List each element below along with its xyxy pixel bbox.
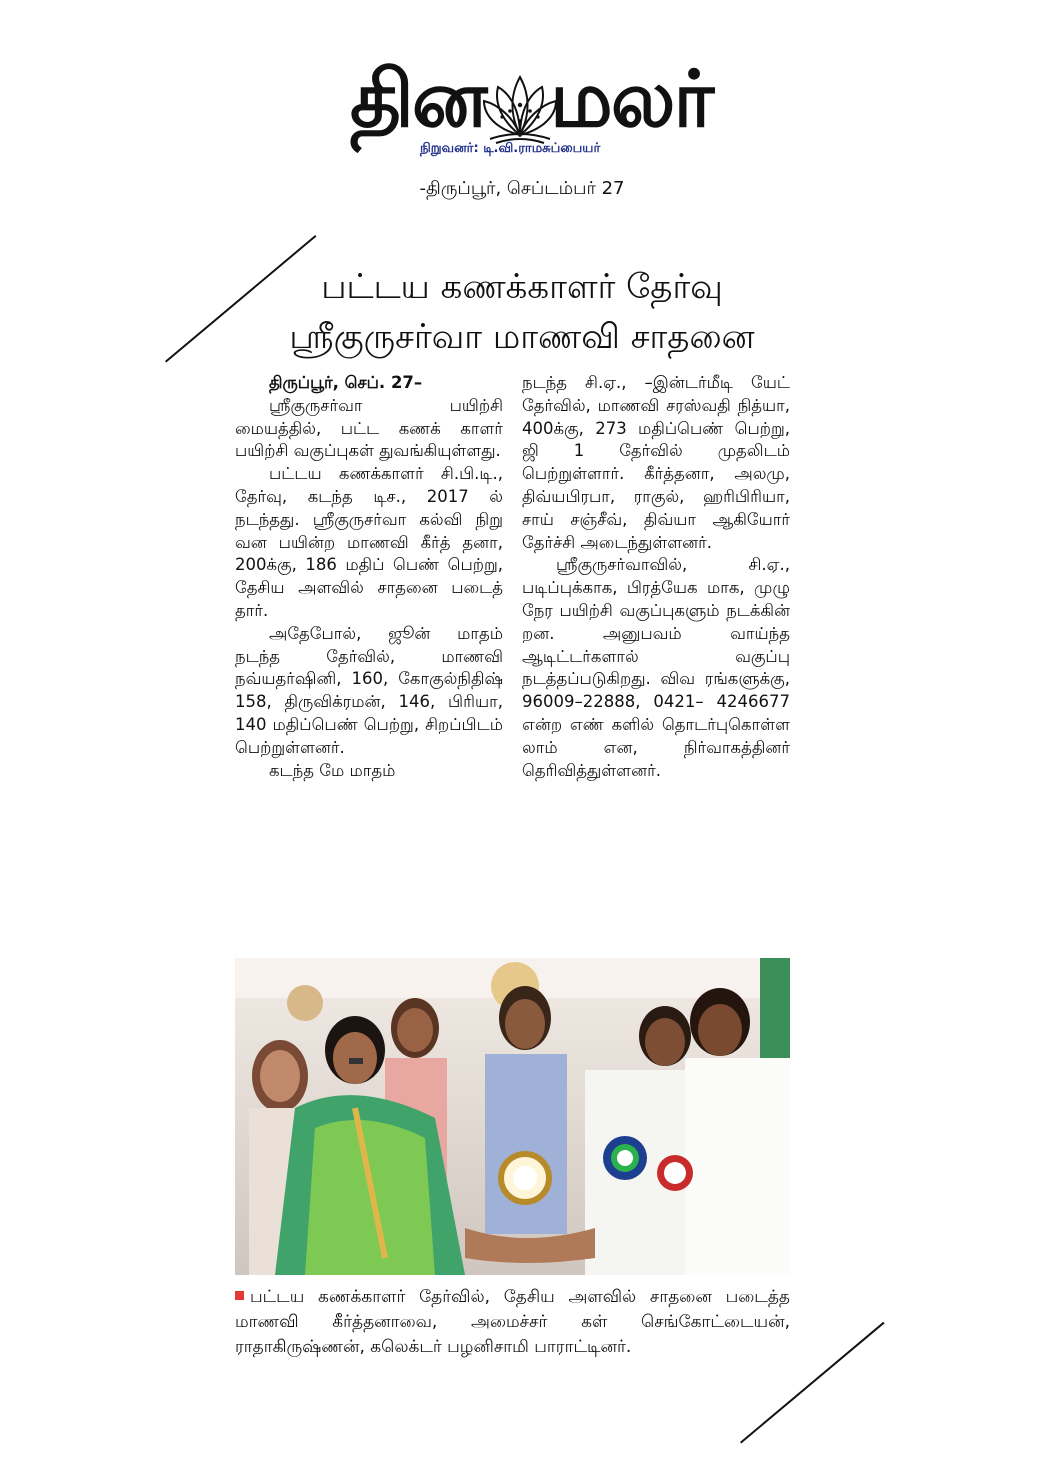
byline: திருப்பூர், செப். 27– (269, 373, 423, 392)
founder-line: நிறுவனர்: டி.வி.ராமசுப்பையர் (420, 141, 601, 156)
dateline: -திருப்பூர், செப்டம்பர் 27 (419, 178, 625, 199)
paragraph: ஸ்ரீகுருசர்வா பயிற்சி மையத்தில், பட்ட கணக் காளர் பயிற்சி வகுப்புகள் துவங்கியுள்ளது. (235, 395, 503, 461)
masthead-title-left: தின (350, 55, 486, 145)
photo-caption (235, 1285, 790, 1360)
paragraph: அதேபோல், ஜூன் மாதம் நடந்த தேர்வில், மாணவி நவ்யதர்ஷினி, 160, கோகுல்நிதிஷ் 158, திருவிக்ரமன், 146, பிரியா, 140 மதிப்பெண் பெற்று, சிறப்பிடம் பெற்றுள்ளனர். (235, 623, 503, 757)
award-ceremony-illustration (235, 958, 790, 1275)
article-column-left (235, 372, 503, 782)
caption-text: பட்டய கணக்காளர் தேர்வில், தேசிய அளவில் சாதனை படைத்த மாணவி கீர்த்தனாவை, அமைச்சர் கள் செங்கோட்டையன், ராதாகிருஷ்ணன், கலெக்டர் பழனிசாமி பாராட்டினர். (235, 1287, 790, 1357)
article-column-right (522, 372, 790, 782)
caption-bullet (235, 1291, 244, 1300)
paragraph: ஸ்ரீகுருசர்வாவில், சி.ஏ., படிப்புக்காக, பிரத்யேக மாக, முழு நேர பயிற்சி வகுப்புகளும் நடக்கின் றன. அனுபவம் வாய்ந்த ஆடிட்டர்களால் வகுப்பு நடத்தப்படுகிறது. விவ ரங்களுக்கு, 96009–22888, 0421– 4246677 என்ற எண் களில் தொடர்புகொள்ள லாம் என, நிர்வாகத்தினர் தெரிவித்துள்ளனர். (522, 555, 790, 780)
masthead-title-right: மலர் (550, 55, 713, 145)
headline-line-2: ஸ்ரீகுருசர்வா மாணவி சாதனை (289, 317, 755, 357)
masthead (340, 55, 713, 165)
paragraph: நடந்த சி.ஏ., –இன்டர்மீடி யேட் தேர்வில், மாணவி சரஸ்வதி நித்யா, 400க்கு, 273 மதிப்பெண் பெற்று, ஜி 1 தேர்வில் முதலிடம் பெற்றுள்ளார். கீர்த்தனா, அலமு, திவ்யபிரபா, ராகுல், ஹரிபிரியா, சாய் சஞ்சீவ், திவ்யா ஆகியோர் தேர்ச்சி அடைந்துள்ளனர். (522, 373, 790, 552)
news-photo (235, 958, 790, 1275)
paragraph: பட்டய கணக்காளர் சி.பி.டி., தேர்வு, கடந்த டிச., 2017 ல் நடந்தது. ஸ்ரீகுருசர்வா கல்வி நிறு வன பயின்ற மாணவி கீர்த் தனா, 200க்கு, 186 மதிப் பெண் பெற்று, தேசிய அளவில் சாதனை படைத் தார். (235, 464, 503, 620)
paragraph: கடந்த மே மாதம் (269, 760, 396, 780)
headline-line-1: பட்டய கணக்காளர் தேர்வு (321, 267, 723, 307)
lotus-icon (480, 65, 560, 145)
